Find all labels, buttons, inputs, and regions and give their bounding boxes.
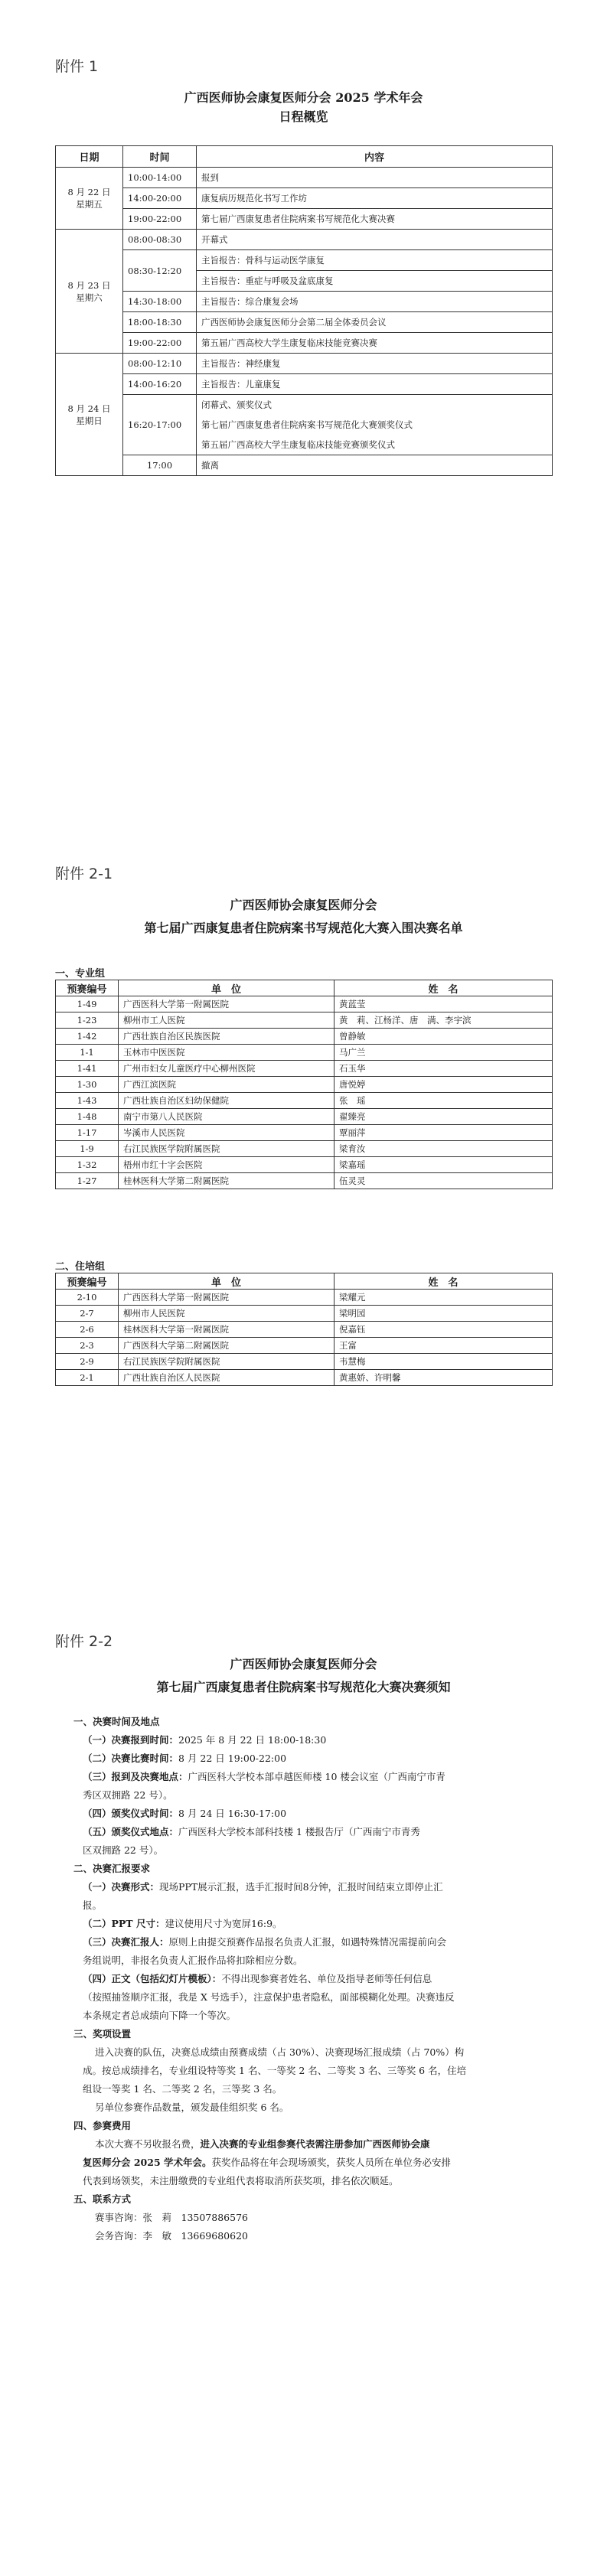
entry-unit-cell: 广西医科大学第一附属医院	[119, 1290, 335, 1306]
date-text: 8 月 22 日	[67, 187, 111, 197]
table-row	[56, 1077, 553, 1093]
section-heading: 二、决赛汇报要求	[73, 1863, 151, 1874]
item-label: （二）PPT 尺寸：	[83, 1918, 165, 1929]
content-line: 第七届广西康复患者住院病案书写规范化大赛颁奖仪式	[201, 419, 413, 430]
entry-no-cell: 2-9	[56, 1354, 119, 1370]
section-heading: 四、参赛费用	[73, 2120, 132, 2131]
time-cell: 18:00-18:30	[123, 312, 197, 333]
content-cell: 第七届广西康复患者住院病案书写规范化大赛决赛	[197, 209, 553, 230]
entry-no-cell: 1-30	[56, 1077, 119, 1093]
time-cell: 14:00-20:00	[123, 188, 197, 209]
group1-body	[56, 996, 553, 1189]
entry-no-cell: 2-3	[56, 1338, 119, 1354]
entry-name-cell: 韦慧梅	[335, 1354, 553, 1370]
entry-unit-cell: 南宁市第八人民医院	[119, 1109, 335, 1125]
time-cell: 10:00-14:00	[123, 168, 197, 188]
notice-title-line1: 广西医师协会康复医师分会	[230, 1657, 377, 1671]
notice-item-cont: 报。	[83, 1899, 103, 1911]
finalist-title-line2: 第七届广西康复患者住院病案书写规范化大赛入围决赛名单	[144, 921, 463, 935]
notice-paragraph	[73, 2154, 540, 2172]
table-row	[56, 1012, 553, 1029]
annex-label-3: 附件 2-2	[55, 1633, 113, 1650]
item-text: 广西医科大学校本部科技楼 1 楼报告厅（广西南宁市青秀	[178, 1826, 420, 1837]
entry-name-cell: 马广兰	[335, 1045, 553, 1061]
content-line: 闭幕式、颁奖仪式	[201, 399, 272, 410]
weekday-text: 星期六	[76, 292, 103, 303]
notice-item-cont: 区双拥路 22 号）。	[83, 1844, 164, 1856]
time-cell: 08:00-12:10	[123, 354, 197, 374]
entry-unit-cell: 广西江滨医院	[119, 1077, 335, 1093]
entry-name-cell: 伍灵灵	[335, 1173, 553, 1189]
annex-label-1: 附件 1	[55, 58, 99, 75]
entry-no-cell: 1-9	[56, 1141, 119, 1157]
table-row	[56, 1045, 553, 1061]
time-cell: 17:00	[123, 455, 197, 476]
entry-unit-cell: 广西医科大学第二附属医院	[119, 1338, 335, 1354]
header-unit: 单 位	[119, 1273, 335, 1290]
fee-text: 获奖作品将在年会现场颁奖，获奖人员所在单位务必安排	[211, 2157, 452, 2168]
notice-paragraph	[73, 2135, 540, 2154]
item-text: 原则上由提交预赛作品报名负责人汇报，如遇特殊情况需提前向会	[168, 1936, 447, 1948]
content-cell: 主旨报告：骨科与运动医学康复	[197, 250, 553, 271]
header-time: 时间	[123, 146, 197, 168]
entry-unit-cell: 梧州市红十字会医院	[119, 1157, 335, 1173]
notice-paragraph: 进入决赛的队伍，决赛总成绩由预赛成绩（占 30%）、决赛现场汇报成绩（占 70%）构	[95, 2046, 465, 2058]
group1-heading: 一、专业组	[55, 968, 106, 980]
date-text: 8 月 23 日	[67, 279, 111, 291]
finalist-title	[0, 894, 607, 940]
entry-no-cell: 1-42	[56, 1029, 119, 1045]
content-cell: 主旨报告：综合康复会场	[197, 292, 553, 312]
content-cell: 开幕式	[197, 230, 553, 250]
notice-item	[73, 1749, 540, 1768]
date-text: 8 月 24 日	[67, 403, 111, 414]
entry-name-cell: 梁明园	[335, 1306, 553, 1322]
entry-name-cell: 梁育汝	[335, 1141, 553, 1157]
table-row	[56, 1370, 553, 1386]
notice-title-line2: 第七届广西康复患者住院病案书写规范化大赛决赛须知	[156, 1680, 451, 1694]
section-heading: 一、决赛时间及地点	[73, 1716, 160, 1727]
entry-unit-cell: 岑溪市人民医院	[119, 1125, 335, 1141]
header-name: 姓 名	[335, 1273, 553, 1290]
table-row	[56, 996, 553, 1012]
entry-name-cell: 翟臻亮	[335, 1109, 553, 1125]
entry-unit-cell: 右江民族医学院附属医院	[119, 1141, 335, 1157]
table-row	[56, 1322, 553, 1338]
header-no: 预赛编号	[56, 1273, 119, 1290]
entry-name-cell: 倪嘉钰	[335, 1322, 553, 1338]
item-text: 不得出现参赛者姓名、单位及指导老师等任何信息	[221, 1973, 432, 1984]
notice-paragraph: 组设一等奖 1 名、二等奖 2 名，三等奖 3 名。	[83, 2083, 282, 2095]
item-text: 广西医科大学校本部卓越医师楼 10 楼会议室（广西南宁市青	[188, 1771, 445, 1782]
section-heading: 五、联系方式	[73, 2193, 132, 2205]
notice-item-cont: 本条规定者总成绩向下降一个等次。	[83, 2010, 237, 2021]
item-label: （二）决赛比赛时间：	[83, 1753, 179, 1764]
table-row	[56, 1173, 553, 1189]
schedule-title-line1: 广西医师协会康复医师分会 2025 学术年会	[184, 90, 423, 105]
contact-line: 赛事咨询：张 莉 13507886576	[95, 2212, 248, 2223]
notice-item	[73, 1823, 540, 1841]
header-no: 预赛编号	[56, 980, 119, 996]
schedule-title-line2: 日程概览	[279, 109, 328, 124]
notice-paragraph: 成。按总成绩排名，专业组设特等奖 1 名、一等奖 2 名、二等奖 3 名、三等奖 6 名，住培	[83, 2065, 467, 2076]
content-cell: 报到	[197, 168, 553, 188]
entry-unit-cell: 广西壮族自治区妇幼保健院	[119, 1093, 335, 1109]
item-label: （三）报到及决赛地点：	[83, 1771, 188, 1782]
notice-paragraph: 另单位参赛作品数量，颁发最佳组织奖 6 名。	[95, 2102, 289, 2113]
entry-unit-cell: 桂林医科大学第二附属医院	[119, 1173, 335, 1189]
fee-text-bold: 进入决赛的专业组参赛代表需注册参加广西医师协会康	[200, 2138, 430, 2150]
schedule-title	[0, 88, 607, 126]
item-label: （三）决赛汇报人：	[83, 1936, 169, 1948]
entry-unit-cell: 柳州市人民医院	[119, 1306, 335, 1322]
time-cell: 14:00-16:20	[123, 374, 197, 395]
table-row	[56, 1354, 553, 1370]
notice-item	[73, 1933, 540, 1952]
item-label: （四）正文（包括幻灯片模板）：	[83, 1973, 222, 1984]
entry-name-cell: 覃丽萍	[335, 1125, 553, 1141]
entry-unit-cell: 广西壮族自治区民族医院	[119, 1029, 335, 1045]
item-text: 建议使用尺寸为宽屏16:9。	[165, 1918, 282, 1929]
annex-label-2: 附件 2-1	[55, 866, 113, 882]
notice-item	[73, 1731, 540, 1749]
notice-item	[73, 1915, 540, 1933]
entry-name-cell: 梁耀元	[335, 1290, 553, 1306]
date-cell	[56, 230, 123, 354]
weekday-text: 星期五	[76, 199, 103, 210]
table-row	[56, 1306, 553, 1322]
group1-table	[55, 980, 553, 1189]
table-row	[56, 1338, 553, 1354]
entry-no-cell: 1-1	[56, 1045, 119, 1061]
content-cell: 第五届广西高校大学生康复临床技能竞赛决赛	[197, 333, 553, 354]
content-cell: 康复病历规范化书写工作坊	[197, 188, 553, 209]
notice-item	[73, 1970, 540, 1988]
entry-no-cell: 2-1	[56, 1370, 119, 1386]
entry-no-cell: 2-7	[56, 1306, 119, 1322]
content-cell: 主旨报告：神经康复	[197, 354, 553, 374]
content-cell: 撤离	[197, 455, 553, 476]
entry-no-cell: 1-32	[56, 1157, 119, 1173]
entry-no-cell: 1-49	[56, 996, 119, 1012]
notice-item-cont: 务组说明，非报名负责人汇报作品将扣除相应分数。	[83, 1955, 303, 1966]
entry-no-cell: 1-48	[56, 1109, 119, 1125]
entry-no-cell: 1-41	[56, 1061, 119, 1077]
entry-name-cell: 黄蓝莹	[335, 996, 553, 1012]
content-cell: 主旨报告：重症与呼吸及盆底康复	[197, 271, 553, 292]
time-cell: 19:00-22:00	[123, 209, 197, 230]
time-cell: 16:20-17:00	[123, 395, 197, 455]
entry-name-cell: 王富	[335, 1338, 553, 1354]
table-row	[56, 1061, 553, 1077]
group2-body	[56, 1290, 553, 1386]
entry-unit-cell: 广州市妇女儿童医疗中心柳州医院	[119, 1061, 335, 1077]
entry-name-cell: 黄惠娇、许明馨	[335, 1370, 553, 1386]
notice-title	[0, 1653, 607, 1699]
entry-no-cell: 1-23	[56, 1012, 119, 1029]
entry-unit-cell: 桂林医科大学第一附属医院	[119, 1322, 335, 1338]
table-row	[56, 1157, 553, 1173]
notice-item	[73, 1805, 540, 1823]
entry-no-cell: 2-6	[56, 1322, 119, 1338]
entry-name-cell: 曾静敏	[335, 1029, 553, 1045]
item-label: （五）颁奖仪式地点：	[83, 1826, 179, 1837]
weekday-text: 星期日	[76, 415, 103, 426]
entry-no-cell: 1-27	[56, 1173, 119, 1189]
section-heading: 三、奖项设置	[73, 2028, 132, 2040]
item-text: 现场PPT展示汇报，选手汇报时间8分钟，汇报时间结束立即停止汇	[159, 1881, 443, 1893]
entry-unit-cell: 广西壮族自治区人民医院	[119, 1370, 335, 1386]
content-cell	[197, 395, 553, 455]
header-date: 日期	[56, 146, 123, 168]
notice-paragraph: 代表到场领奖，未注册缴费的专业组代表将取消所获奖项，排名依次顺延。	[83, 2175, 399, 2186]
header-name: 姓 名	[335, 980, 553, 996]
schedule-table	[55, 145, 553, 476]
notice-body	[73, 1713, 540, 2245]
entry-name-cell: 唐悦婷	[335, 1077, 553, 1093]
finalist-title-line1: 广西医师协会康复医师分会	[230, 898, 377, 912]
table-row	[56, 1029, 553, 1045]
entry-name-cell: 石玉华	[335, 1061, 553, 1077]
group2-heading: 二、住培组	[55, 1261, 106, 1273]
entry-unit-cell: 广西医科大学第一附属医院	[119, 996, 335, 1012]
entry-unit-cell: 右江民族医学院附属医院	[119, 1354, 335, 1370]
date-cell	[56, 354, 123, 476]
table-row	[56, 1141, 553, 1157]
content-line: 第五届广西高校大学生康复临床技能竞赛颁奖仪式	[201, 439, 395, 450]
entry-name-cell: 黄 莉、江杨洋、唐 满、李宇滨	[335, 1012, 553, 1029]
fee-text-bold: 复医师分会 2025 学术年会。	[83, 2157, 212, 2168]
contact-line: 会务咨询：李 敏 13669680620	[95, 2230, 248, 2242]
header-unit: 单 位	[119, 980, 335, 996]
item-label: （一）决赛报到时间：	[83, 1734, 179, 1746]
notice-item	[73, 1878, 540, 1896]
entry-no-cell: 1-17	[56, 1125, 119, 1141]
header-content: 内容	[197, 146, 553, 168]
entry-unit-cell: 柳州市工人医院	[119, 1012, 335, 1029]
notice-item-cont: （按照抽签顺序汇报，我是 X 号选手），注意保护患者隐私，面部模糊化处理。决赛违反	[83, 1991, 455, 2003]
entry-name-cell: 梁嘉瑶	[335, 1157, 553, 1173]
group2-table	[55, 1273, 553, 1386]
content-cell: 主旨报告：儿童康复	[197, 374, 553, 395]
notice-item	[73, 1768, 540, 1786]
time-cell: 08:30-12:20	[123, 250, 197, 292]
entry-unit-cell: 玉林市中医医院	[119, 1045, 335, 1061]
content-cell: 广西医师协会康复医师分会第二届全体委员会议	[197, 312, 553, 333]
item-text: 8 月 24 日 16:30-17:00	[178, 1808, 287, 1819]
time-cell: 08:00-08:30	[123, 230, 197, 250]
item-text: 8 月 22 日 19:00-22:00	[178, 1753, 287, 1764]
time-cell: 14:30-18:00	[123, 292, 197, 312]
item-label: （一）决赛形式：	[83, 1881, 160, 1893]
table-row	[56, 1125, 553, 1141]
item-text: 2025 年 8 月 22 日 18:00-18:30	[178, 1734, 327, 1746]
time-cell: 19:00-22:00	[123, 333, 197, 354]
table-row	[56, 1109, 553, 1125]
date-cell	[56, 168, 123, 230]
entry-no-cell: 2-10	[56, 1290, 119, 1306]
table-row	[56, 1290, 553, 1306]
table-row	[56, 1093, 553, 1109]
fee-text: 本次大赛不另收报名费，	[95, 2138, 201, 2150]
entry-name-cell: 张 瑶	[335, 1093, 553, 1109]
notice-item-cont: 秀区双拥路 22 号）。	[83, 1789, 173, 1801]
item-label: （四）颁奖仪式时间：	[83, 1808, 179, 1819]
entry-no-cell: 1-43	[56, 1093, 119, 1109]
